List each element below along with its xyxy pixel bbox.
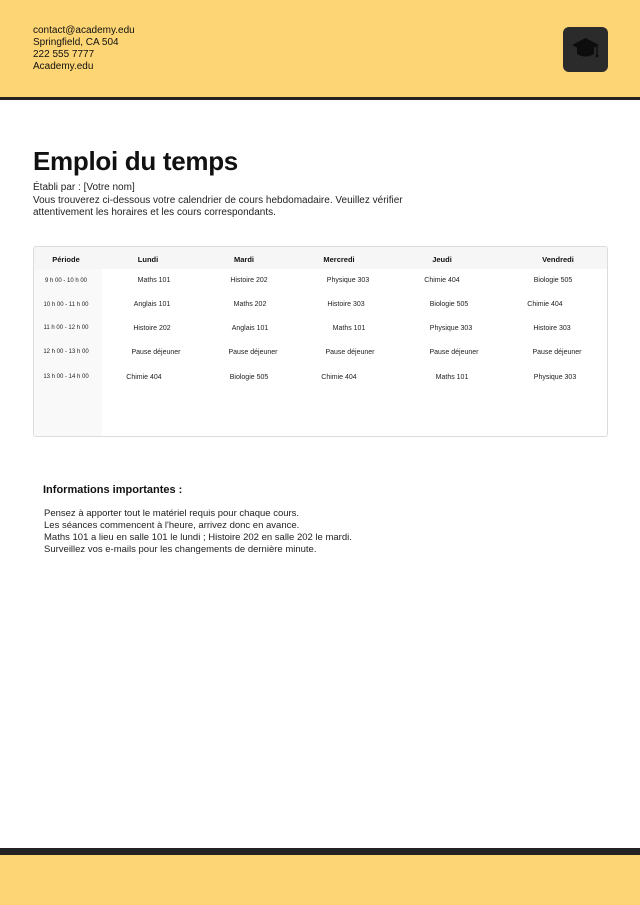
table-header-row bbox=[34, 247, 607, 269]
table-cell: Pause déjeuner bbox=[228, 349, 278, 356]
header-thursday: Jeudi bbox=[432, 255, 452, 264]
table-cell: Pause déjeuner bbox=[131, 349, 181, 356]
period-cell: 10 h 00 - 11 h 00 bbox=[43, 302, 89, 308]
period-cell: 13 h 00 - 14 h 00 bbox=[43, 374, 89, 380]
header-monday: Lundi bbox=[137, 255, 159, 264]
table-cell: Physique 303 bbox=[326, 277, 370, 284]
author-line: Établi par : [Votre nom] bbox=[33, 182, 135, 193]
info-item: Les séances commencent à l'heure, arrivez donc en avance. bbox=[44, 520, 300, 531]
contact-address: Springfield, CA 504 bbox=[33, 37, 119, 48]
info-item: Pensez à apporter tout le matériel requis pour chaque cours. bbox=[44, 508, 300, 519]
contact-website: Academy.edu bbox=[33, 61, 94, 72]
table-cell: Biologie 505 bbox=[533, 277, 573, 284]
table-cell: Chimie 404 bbox=[321, 374, 357, 381]
table-cell: Maths 101 bbox=[137, 277, 171, 284]
info-list bbox=[44, 508, 352, 556]
header-tuesday: Mardi bbox=[233, 255, 255, 264]
info-item: Surveillez vos e-mails pour les changements de dernière minute. bbox=[44, 544, 317, 555]
table-cell: Anglais 101 bbox=[133, 301, 171, 308]
header-divider bbox=[0, 97, 640, 100]
header-friday: Vendredi bbox=[542, 255, 574, 264]
table-cell: Anglais 101 bbox=[231, 325, 269, 332]
table-cell: Chimie 404 bbox=[424, 277, 460, 284]
info-heading: Informations importantes : bbox=[43, 484, 183, 496]
logo bbox=[563, 27, 608, 72]
header-period: Période bbox=[52, 255, 80, 264]
footer-divider bbox=[0, 848, 640, 855]
footer-band bbox=[0, 855, 640, 905]
table-cell: Biologie 505 bbox=[229, 374, 269, 381]
table-cell: Histoire 202 bbox=[133, 325, 171, 332]
table-cell: Histoire 202 bbox=[230, 277, 268, 284]
contact-block bbox=[33, 25, 135, 73]
period-cell: 9 h 00 - 10 h 00 bbox=[44, 278, 88, 284]
table-cell: Maths 101 bbox=[435, 374, 469, 381]
table-cell: Maths 101 bbox=[332, 325, 366, 332]
table-cell: Chimie 404 bbox=[126, 374, 162, 381]
page-title: Emploi du temps bbox=[33, 146, 238, 176]
table-cell: Maths 202 bbox=[233, 301, 267, 308]
table-cell: Chimie 404 bbox=[527, 301, 563, 308]
period-cell: 12 h 00 - 13 h 00 bbox=[43, 349, 89, 355]
table-cell: Pause déjeuner bbox=[532, 349, 582, 356]
table-cell: Physique 303 bbox=[533, 374, 577, 381]
table-cell: Histoire 303 bbox=[327, 301, 365, 308]
contact-phone: 222 555 7777 bbox=[33, 49, 95, 60]
graduation-cap-icon bbox=[571, 36, 600, 62]
table-cell: Biologie 505 bbox=[429, 301, 469, 308]
contact-email: contact@academy.edu bbox=[33, 25, 135, 36]
table-cell: Pause déjeuner bbox=[429, 349, 479, 356]
header-wednesday: Mercredi bbox=[323, 255, 355, 264]
header-band bbox=[0, 0, 640, 97]
info-item: Maths 101 a lieu en salle 101 le lundi ; Histoire 202 en salle 202 le mardi. bbox=[44, 532, 352, 543]
intro-text: Vous trouverez ci-dessous votre calendrier de cours hebdomadaire. Veuillez vérifier attentivement les horaires et les cours correspondants. bbox=[33, 195, 403, 218]
table-cell: Histoire 303 bbox=[533, 325, 571, 332]
table-cell: Pause déjeuner bbox=[325, 349, 375, 356]
period-cell: 11 h 00 - 12 h 00 bbox=[43, 325, 89, 331]
table-cell: Physique 303 bbox=[429, 325, 473, 332]
schedule-table bbox=[33, 246, 608, 437]
